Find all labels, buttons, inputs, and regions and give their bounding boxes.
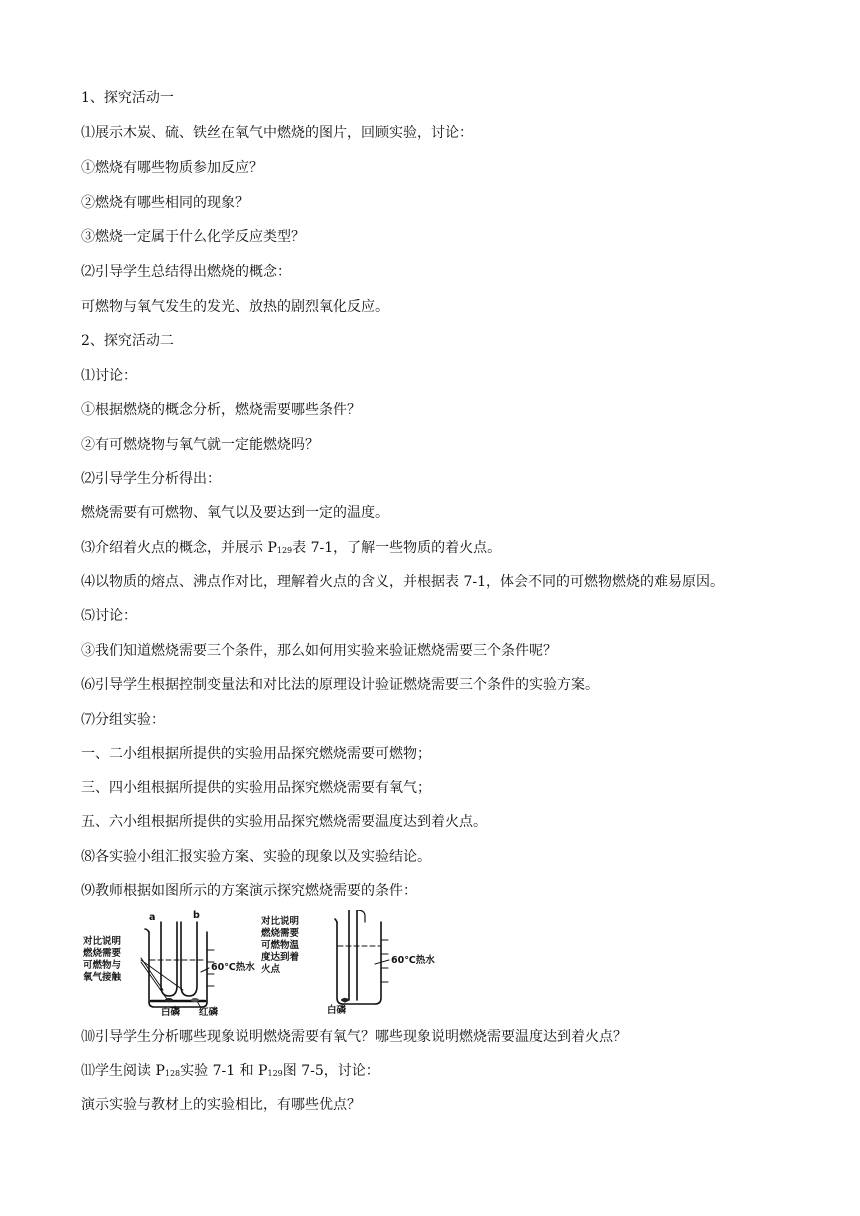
section-2-heading: 2、探究活动二 [81, 333, 174, 349]
white-phosphorus-label: 白磷 [327, 1005, 347, 1016]
note-line: 可燃物温 [261, 940, 300, 951]
paragraph: ⑽引导学生分析哪些现象说明燃烧需要有氧气？哪些现象说明燃烧需要温度达到着火点？ [81, 1029, 627, 1045]
paragraph: ⑷以物质的熔点、沸点作对比，理解着火点的含义，并根据表 7-1，体会不同的可燃物燃烧的难易原因。 [81, 574, 724, 590]
text: 实验 7-1 和 P [180, 1063, 268, 1079]
paragraph: ⑴讨论： [81, 368, 137, 384]
text: ⑾学生阅读 P [81, 1063, 165, 1079]
red-phosphorus-label: 红磷 [199, 1007, 219, 1018]
paragraph [81, 538, 501, 558]
paragraph [81, 1061, 380, 1081]
paragraph: ②有可燃烧物与氧气就一定能燃烧吗？ [81, 437, 319, 453]
paragraph: 燃烧需要有可燃物、氧气以及要达到一定的温度。 [81, 505, 389, 521]
paragraph: ⑹引导学生根据控制变量法和对比法的原理设计验证燃烧需要三个条件的实验方案。 [81, 677, 599, 693]
text: ⑶介绍着火点的概念，并展示 P [81, 540, 277, 556]
paragraph: 三、四小组根据所提供的实验用品探究燃烧需要有氧气； [81, 780, 431, 796]
paragraph: ①燃烧有哪些物质参加反应？ [81, 160, 263, 176]
paragraph: ⑵引导学生分析得出： [81, 471, 221, 487]
water-label: 60℃热水 [211, 962, 255, 973]
text: 图 7-5，讨论： [282, 1063, 380, 1079]
note-line: 燃烧需要 [83, 948, 122, 959]
paragraph: 五、六小组根据所提供的实验用品探究燃烧需要温度达到着火点。 [81, 814, 487, 830]
note-line: 氧气接触 [83, 972, 122, 983]
note-line: 对比说明 [83, 936, 122, 947]
white-phosphorus-label: 白磷 [161, 1007, 181, 1018]
note-line: 燃烧需要 [261, 928, 300, 939]
paragraph: ①根据燃烧的概念分析，燃烧需要哪些条件？ [81, 402, 361, 418]
paragraph: ⑺分组实验： [81, 712, 165, 728]
note-line: 对比说明 [261, 916, 300, 927]
paragraph: ②燃烧有哪些相同的现象？ [81, 195, 249, 211]
paragraph: ③我们知道燃烧需要三个条件，那么如何用实验来验证燃烧需要三个条件呢？ [81, 643, 557, 659]
tube-label-b: b [193, 910, 200, 921]
page-subscript: 129 [267, 1069, 283, 1078]
tube-label-a: a [149, 912, 156, 923]
note-line: 度达到着 [261, 952, 300, 963]
experiment-figure [83, 910, 443, 1018]
note-line: 可燃物与 [83, 960, 122, 971]
paragraph: ⑸讨论： [81, 608, 137, 624]
page-subscript: 129 [276, 546, 293, 555]
note-line: 火点 [261, 964, 281, 975]
paragraph: ⑵引导学生总结得出燃烧的概念： [81, 264, 291, 280]
white-phosphorus-mark [165, 998, 173, 1002]
water-label: 60℃热水 [391, 955, 435, 966]
paragraph: ⑻各实验小组汇报实验方案、实验的现象以及实验结论。 [81, 849, 431, 865]
page-subscript: 128 [164, 1069, 181, 1078]
paragraph: ⑼教师根据如图所示的方案演示探究燃烧需要的条件： [81, 883, 417, 899]
paragraph: ⑴展示木炭、硫、铁丝在氧气中燃烧的图片，回顾实验，讨论： [81, 125, 473, 141]
paragraph: 演示实验与教材上的实验相比，有哪些优点？ [81, 1097, 361, 1113]
paragraph: 一、二小组根据所提供的实验用品探究燃烧需要可燃物； [81, 746, 431, 762]
section-1-heading: 1、探究活动一 [81, 90, 174, 106]
paragraph: 可燃物与氧气发生的发光、放热的剧烈氧化反应。 [81, 299, 389, 315]
paragraph: ③燃烧一定属于什么化学反应类型？ [81, 229, 305, 245]
red-phosphorus-mark [191, 998, 199, 1002]
text: 表 7-1，了解一些物质的着火点。 [292, 540, 502, 556]
white-phosphorus-mark [341, 998, 349, 1002]
